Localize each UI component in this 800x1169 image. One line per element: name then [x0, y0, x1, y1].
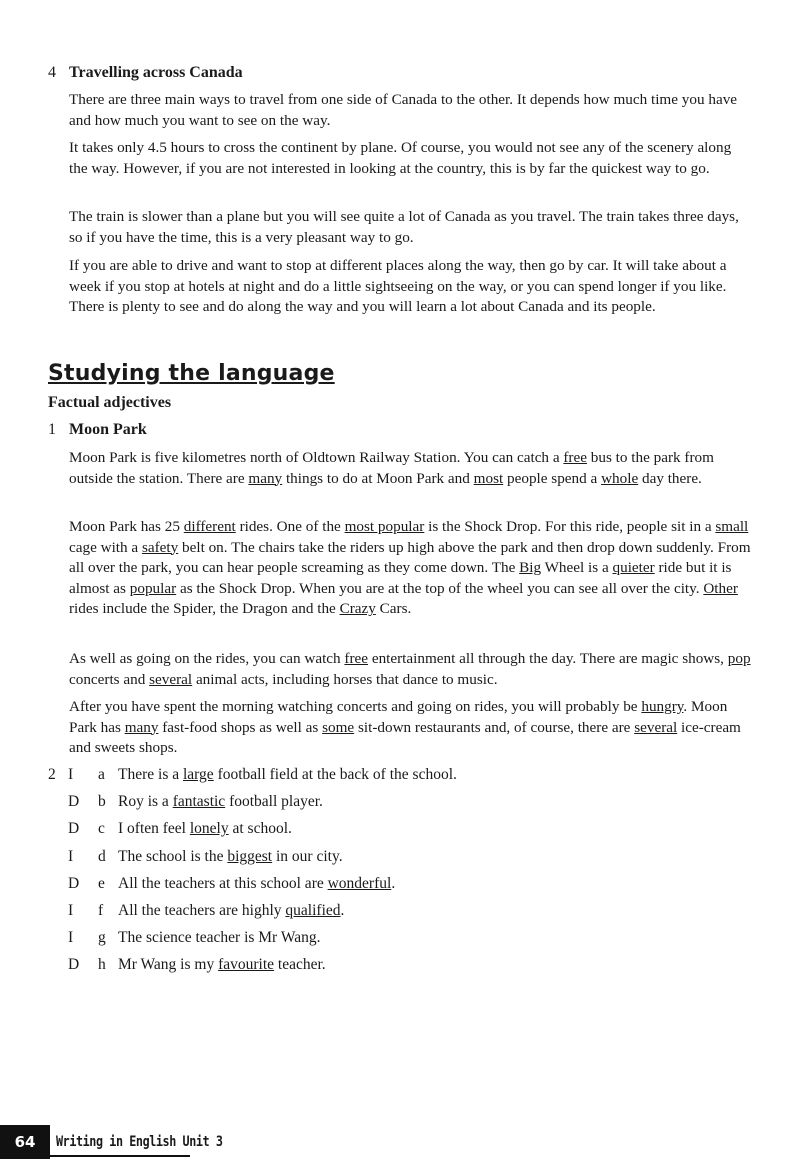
underlined-adjective: Other [703, 579, 738, 597]
section-4-heading [48, 63, 243, 83]
moon-park-heading [48, 420, 147, 440]
text-run: All the teachers are highly [118, 902, 286, 919]
underlined-adjective: free [344, 650, 369, 667]
text-run: The science teacher is Mr Wang. [118, 929, 321, 946]
text-run: rides. One of the [235, 518, 345, 535]
canada-paragraph-4: If you are able to drive and want to stop at different places along the way, then go by car. It will take about a week if you stop at hotels at night and do a little sightseeing on the way, or you can spend longer if you like. There is plenty to see and do along the way and you will learn a lot about Canada and its people. [69, 257, 727, 316]
moon-paragraph-3 [69, 649, 753, 690]
text-run: All the teachers at this school are [118, 875, 328, 892]
text-run: belt on. The chairs take the riders up high above the park and then drop down suddenly. From all over the park, you can hear people screaming as they come down. The [69, 538, 751, 577]
text-run: fast-food shops as well as [158, 718, 323, 736]
text-run: ride but it is almost as [69, 559, 732, 597]
underlined-adjective: lonely [189, 820, 229, 837]
underlined-adjective: several [149, 670, 193, 688]
answer-sentence [118, 901, 344, 921]
moon-park-title: Moon Park [69, 421, 147, 438]
answer-letter: c [98, 820, 105, 837]
answer-letter: b [98, 793, 106, 810]
underlined-adjective: many [248, 469, 283, 487]
book-title: Writing in English Unit 3 [56, 1134, 223, 1150]
text-run: things to do at Moon Park and [282, 469, 474, 487]
text-run: Cars. [375, 600, 412, 618]
answer-code: D [68, 793, 80, 810]
answer-sentence [118, 765, 457, 785]
text-run: As well as going on the rides, you can watch [69, 650, 345, 667]
answer-sentence [118, 792, 323, 812]
text-run: as the Shock Drop. When you are at the top of the wheel you can see all over the city. [176, 579, 704, 597]
text-run: ice-cream and sweets shops. [69, 718, 741, 757]
moon-paragraph-1 [69, 448, 753, 489]
underlined-adjective: whole [601, 469, 639, 487]
answer-code: I [68, 902, 74, 919]
text-run: Mr Wang is my [118, 956, 219, 973]
answer-sentence [118, 847, 343, 867]
underlined-adjective: favourite [218, 956, 275, 973]
underlined-adjective: most popular [344, 518, 425, 535]
answer-code: I [68, 848, 74, 865]
answer-code: I [68, 766, 74, 783]
section-number: 4 [48, 64, 56, 81]
answer-letter: g [98, 929, 106, 946]
underlined-adjective: small [715, 518, 749, 535]
answer-letter: a [98, 766, 105, 783]
text-run: . [391, 875, 396, 892]
underlined-adjective: safety [141, 538, 179, 556]
text-run: concerts and [69, 670, 150, 688]
underlined-adjective: fantastic [172, 793, 226, 810]
answer-code: I [68, 929, 74, 946]
answer-letter: e [98, 875, 105, 892]
underlined-adjective: biggest [227, 848, 273, 865]
underlined-adjective: pop [727, 650, 751, 667]
canada-paragraph-2: It takes only 4.5 hours to cross the continent by plane. Of course, you would not see any of the scenery along the way. However, if you are not interested in looking at the country, this is by far the quickest way to go. [69, 139, 732, 177]
text-run: Moon Park has 25 [69, 518, 184, 535]
underlined-adjective: popular [129, 579, 177, 597]
answer-sentence [118, 928, 320, 948]
underlined-adjective: several [634, 718, 678, 736]
text-run: cage with a [69, 538, 142, 556]
footer-rule [50, 1155, 190, 1157]
answer-letter: h [98, 956, 106, 973]
text-run: rides include the Spider, the Dragon and the [69, 600, 340, 618]
section-title: Travelling across Canada [69, 64, 243, 81]
text-run: is the Shock Drop. For this ride, people sit in a [424, 518, 716, 535]
answer-code: D [68, 956, 80, 973]
text-run: There is a [118, 766, 183, 783]
question-2-number: 2 [48, 766, 56, 783]
text-run: . [340, 902, 345, 919]
answer-sentence [118, 955, 326, 975]
underlined-adjective: wonderful [327, 875, 392, 892]
underlined-adjective: Crazy [339, 600, 376, 618]
text-run: Moon Park is five kilometres north of Oldtown Railway Station. You can catch a [69, 449, 564, 466]
text-run: teacher. [274, 956, 326, 973]
answer-letter: f [98, 902, 104, 919]
text-run: at school. [228, 820, 292, 837]
text-run: entertainment all through the day. There are magic shows, [368, 650, 728, 667]
text-run: Roy is a [118, 793, 173, 810]
page-footer [0, 1125, 800, 1159]
canada-paragraph-1: There are three main ways to travel from one side of Canada to the other. It depends how much time you have and how much you want to see on the way. [69, 91, 738, 129]
text-run: day there. [638, 469, 702, 487]
underlined-adjective: some [322, 718, 355, 736]
text-run: people spend a [503, 469, 602, 487]
underlined-adjective: qualified [285, 902, 341, 919]
moon-paragraph-4 [69, 697, 753, 759]
underlined-adjective: quieter [612, 559, 655, 577]
question-1-number: 1 [48, 421, 56, 438]
text-run: in our city. [272, 848, 343, 865]
text-run: football player. [225, 793, 323, 810]
factual-adjectives-heading: Factual adjectives [48, 394, 172, 411]
underlined-adjective: many [124, 718, 159, 736]
underlined-adjective: different [183, 518, 236, 535]
text-run: sit-down restaurants and, of course, there are [354, 718, 635, 736]
underlined-adjective: hungry [641, 698, 684, 715]
canada-paragraph-3: The train is slower than a plane but you will see quite a lot of Canada as you travel. The train takes three days, so if you have the time, this is a very pleasant way to go. [69, 208, 739, 246]
text-run: . Moon Park has [69, 698, 728, 736]
answer-letter: d [98, 848, 106, 865]
underlined-adjective: large [182, 766, 214, 783]
text-run: animal acts, including horses that dance to music. [192, 670, 498, 688]
text-run: football field at the back of the school. [213, 766, 457, 783]
answer-code: D [68, 875, 80, 892]
text-run: Wheel is a [541, 559, 613, 577]
studying-language-title: Studying the language [48, 361, 335, 386]
answer-sentence [118, 874, 395, 894]
text-run: bus to the park from outside the station. There are [69, 449, 714, 487]
answer-sentence [118, 819, 292, 839]
underlined-adjective: Big [519, 559, 542, 577]
page-number: 64 [0, 1125, 50, 1159]
text-run: The school is the [118, 848, 228, 865]
moon-paragraph-2 [69, 517, 753, 620]
underlined-adjective: free [563, 449, 587, 466]
underlined-adjective: most [473, 469, 504, 487]
answer-code: D [68, 820, 80, 837]
text-run: After you have spent the morning watching concerts and going on rides, you will probably be [69, 698, 642, 715]
text-run: I often feel [118, 820, 190, 837]
